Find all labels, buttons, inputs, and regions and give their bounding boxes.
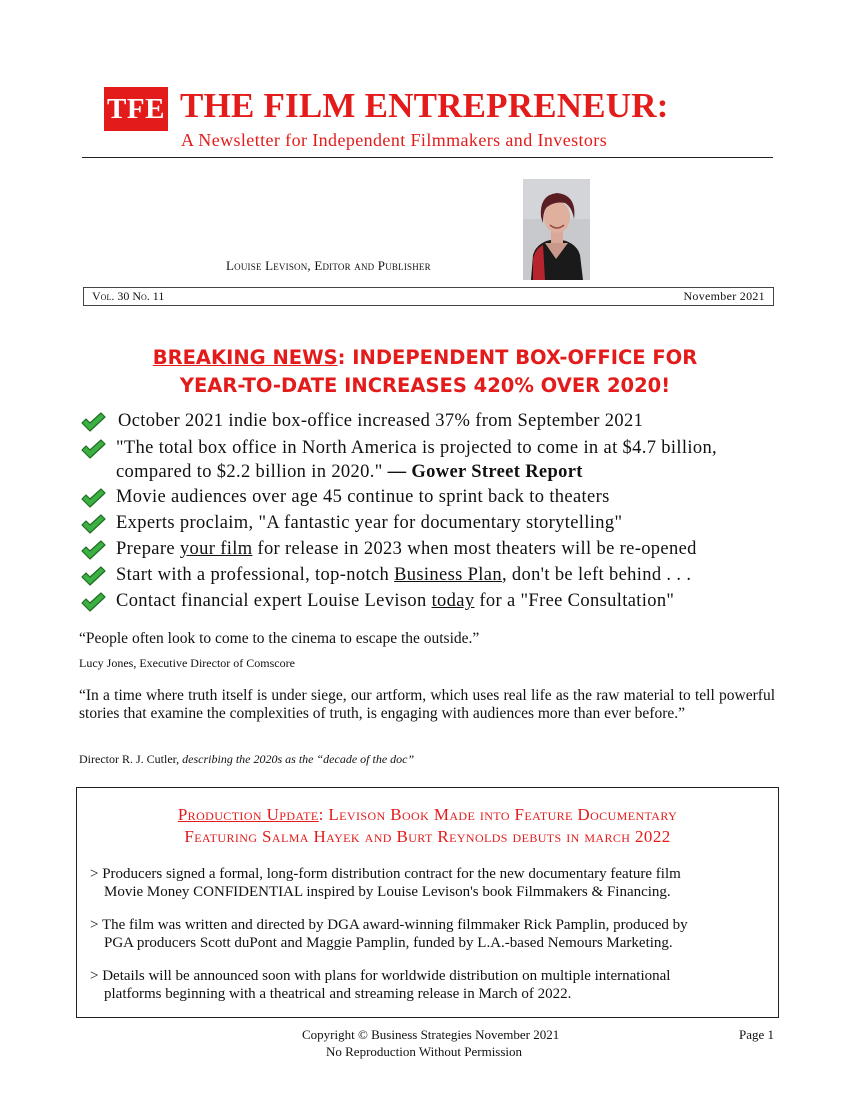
bullet-text: Prepare: [116, 539, 180, 559]
checkmark-icon: [80, 438, 106, 460]
bullet-text: , don't be left behind . . .: [501, 565, 692, 585]
item-line: > The film was written and directed by DGA award-winning filmmaker Rick Pamplin, produced by: [90, 917, 688, 933]
item-line: platforms beginning with a theatrical and streaming release in March of 2022.: [104, 986, 572, 1002]
breaking-news-label: BREAKING NEWS: [152, 346, 338, 369]
production-item: [90, 967, 775, 1003]
heading-line2: Featuring Salma Hayek and Burt Reynolds debuts in march 2022: [184, 827, 671, 846]
business-plan-link[interactable]: Business Plan: [394, 565, 502, 585]
quote-attribution: [79, 752, 414, 767]
bullet-text: Movie audiences over age 45 continue to sprint back to theaters: [116, 487, 610, 507]
page-number: Page 1: [739, 1027, 775, 1042]
item-line: > Details will be announced soon with plans for worldwide distribution on multiple international: [90, 968, 671, 984]
quote-comscore: “People often look to come to the cinema to escape the outside.”: [79, 630, 480, 647]
headline-line2: YEAR-TO-DATE INCREASES 420% OVER 2020!: [179, 374, 671, 397]
checkmark-icon: [80, 411, 106, 433]
quote-source: — Gower Street Report: [387, 462, 583, 482]
breaking-news-headline: [100, 344, 750, 400]
newsletter-title: THE FILM ENTREPRENEUR:: [180, 86, 669, 125]
checkmark-icon: [80, 513, 106, 535]
bullet-text: compared to $2.2 billion in 2020.": [116, 462, 388, 482]
bullet-text: Experts proclaim, "A fantastic year for documentary storytelling": [116, 513, 623, 533]
copyright-notice: Copyright © Business Strategies November 2021: [302, 1027, 560, 1042]
item-line: Movie Money CONFIDENTIAL inspired by Louise Levison's book Filmmakers & Financing.: [104, 884, 671, 900]
item-line: > Producers signed a formal, long-form distribution contract for the new documentary feature film: [90, 866, 681, 882]
attribution-description: describing the 2020s as the “decade of the doc”: [182, 752, 415, 766]
volume-number: Vol. 30 No. 11: [92, 289, 165, 303]
bullet-text: Contact financial expert Louise Levison: [116, 591, 432, 611]
your-film-link[interactable]: your film: [179, 539, 253, 559]
editor-line: Louise Levison, Editor and Publisher: [226, 258, 431, 273]
production-update-label: Production Update: [177, 805, 319, 824]
issue-date: November 2021: [683, 289, 765, 303]
masthead-rule: [82, 157, 773, 158]
bullet-text: for a "Free Consultation": [474, 591, 675, 611]
reproduction-notice: No Reproduction Without Permission: [326, 1044, 523, 1059]
quote-attribution: Lucy Jones, Executive Director of Comscore: [79, 656, 295, 670]
newsletter-subtitle: A Newsletter for Independent Filmmakers and Investors: [181, 130, 608, 150]
production-item: [90, 865, 775, 901]
checkmark-icon: [80, 591, 106, 613]
today-link[interactable]: today: [431, 591, 475, 611]
quote-cutler: “In a time where truth itself is under siege, our artform, which uses real life as the raw material to tell powerful stories that examine the complexities of truth, is engaging with audiences more than ever before.”: [79, 687, 775, 722]
production-item: [90, 916, 775, 952]
checkmark-icon: [80, 539, 106, 561]
tfe-logo: TFE: [104, 87, 168, 131]
checkmark-icon: [80, 565, 106, 587]
bullet-text: October 2021 indie box-office increased 37% from September 2021: [118, 411, 644, 431]
issue-info-bar: [83, 287, 774, 306]
item-line: PGA producers Scott duPont and Maggie Pamplin, funded by L.A.-based Nemours Marketing.: [104, 935, 673, 951]
attribution-name: Director R. J. Cutler,: [79, 752, 183, 766]
portrait-photo: [523, 179, 590, 280]
production-update-box: [76, 787, 779, 1018]
editor-photo: [523, 179, 590, 280]
bullet-text: "The total box office in North America is projected to come in at $4.7 billion,: [116, 438, 718, 458]
bullet-text: for release in 2023 when most theaters will be re-opened: [252, 539, 697, 559]
production-update-heading: [77, 804, 778, 848]
checkmark-icon: [80, 487, 106, 509]
bullet-text: Start with a professional, top-notch: [116, 565, 395, 585]
headline-line1: : INDEPENDENT BOX-OFFICE FOR: [337, 346, 698, 369]
heading-line1: : Levison Book Made into Feature Documentary: [318, 805, 678, 824]
